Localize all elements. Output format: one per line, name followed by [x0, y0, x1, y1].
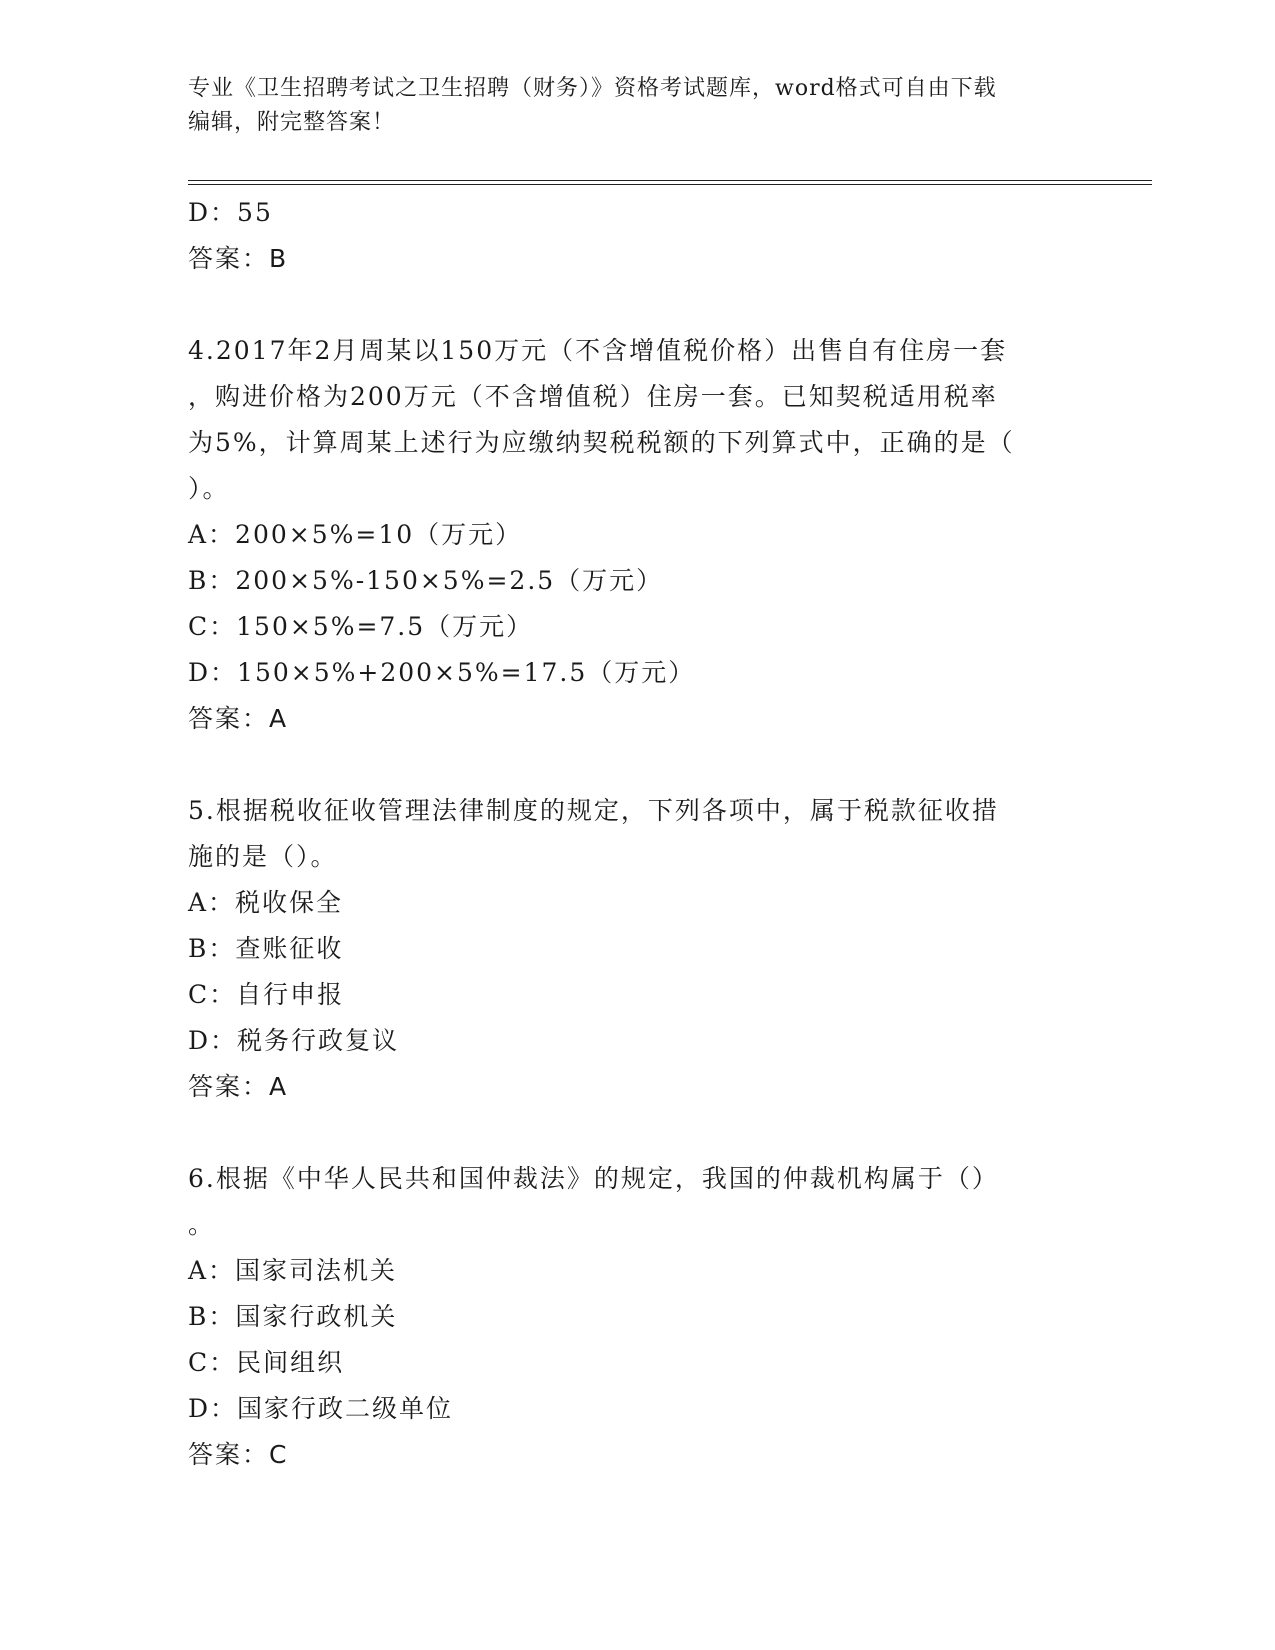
spacer: [188, 742, 1088, 788]
header-line-2: 编辑，附完整答案！: [188, 110, 396, 135]
spacer: [188, 282, 1088, 328]
question-text-line: 施的是（）。: [188, 842, 338, 871]
question-content: [188, 190, 1088, 1478]
prev-option-d: D：55: [188, 198, 273, 227]
option-b: B：国家行政机关: [188, 1302, 398, 1331]
option-a: A：200×5%=10（万元）: [188, 520, 523, 549]
spacer: [188, 1110, 1088, 1156]
option-b: B：200×5%-150×5%=2.5（万元）: [188, 566, 664, 595]
document-header: [188, 72, 1068, 140]
question-text-line: 。: [188, 1210, 216, 1239]
header-divider-bottom: [188, 184, 1152, 185]
option-c: C：民间组织: [188, 1348, 345, 1377]
answer: 答案：A: [188, 1072, 289, 1101]
question-text-line: 5.根据税收征收管理法律制度的规定，下列各项中，属于税款征收措: [188, 796, 999, 825]
question-text-line: 4.2017年2月周某以150万元（不含增值税价格）出售自有住房一套: [188, 336, 1008, 365]
question-text-line: 为5%，计算周某上述行为应缴纳契税税额的下列算式中，正确的是（: [188, 428, 1015, 457]
option-d: D：税务行政复议: [188, 1026, 400, 1055]
question-text-line: ）。: [188, 474, 230, 503]
option-a: A：税收保全: [188, 888, 344, 917]
question-5: [188, 788, 1088, 1110]
question-text-line: ，购进价格为200万元（不含增值税）住房一套。已知契税适用税率: [188, 382, 998, 411]
question-4: [188, 328, 1088, 742]
option-c: C：自行申报: [188, 980, 345, 1009]
question-text-line: 6.根据《中华人民共和国仲裁法》的规定，我国的仲裁机构属于（）: [188, 1164, 999, 1193]
question-6: [188, 1156, 1088, 1478]
header-line-1: 专业《卫生招聘考试之卫生招聘（财务）》资格考试题库，word格式可自由下载: [188, 76, 997, 101]
option-b: B：查账征收: [188, 934, 344, 963]
option-a: A：国家司法机关: [188, 1256, 398, 1285]
prev-answer: 答案：B: [188, 244, 289, 273]
answer: 答案：C: [188, 1440, 289, 1469]
header-divider-top: [188, 180, 1152, 181]
answer: 答案：A: [188, 704, 289, 733]
option-c: C：150×5%=7.5（万元）: [188, 612, 534, 641]
option-d: D：150×5%+200×5%=17.5（万元）: [188, 658, 696, 687]
option-d: D：国家行政二级单位: [188, 1394, 454, 1423]
